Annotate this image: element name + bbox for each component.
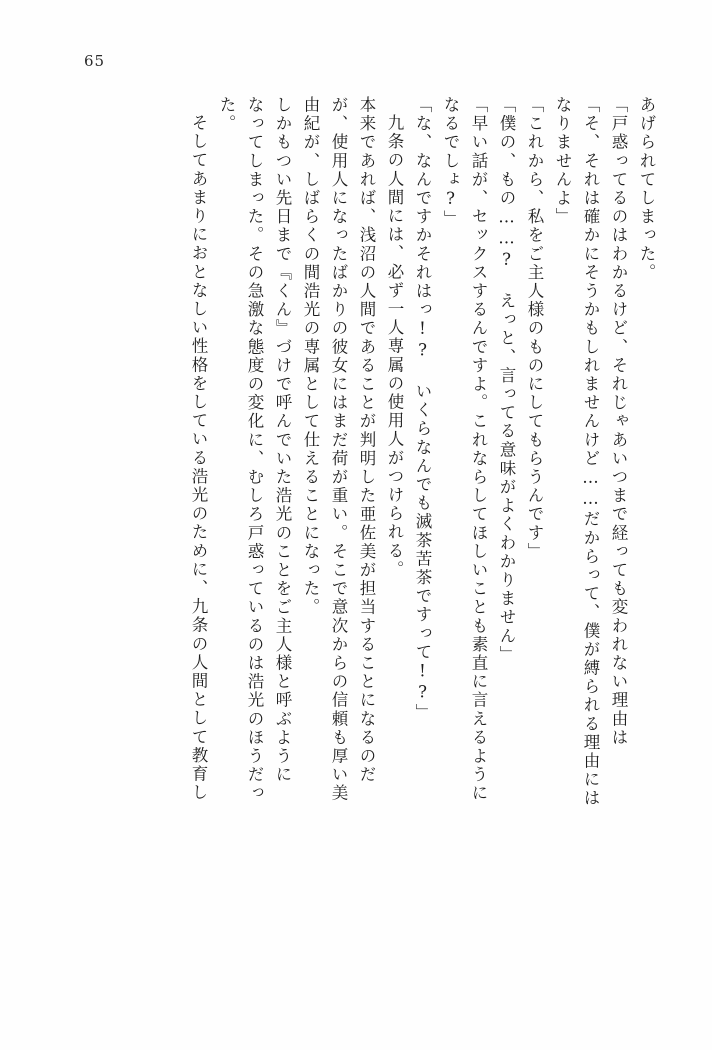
text-line: 「これから、私をご主人様のものにしてもらうんです」: [525, 96, 544, 561]
text-line: しかもつい先日まで『くん』づけで呼んでいた浩光のことをご主人様と呼ぶように: [273, 96, 292, 785]
text-line: そしてあまりにおとなしい性格をしている浩光のために、九条の人間として教育し: [189, 114, 208, 803]
text-line: 本来であれば、浅沼の人間であることが判明した亜佐美が担当することになるのだ: [357, 96, 376, 785]
text-line: 「そ、それは確かにそうかもしれませんけど……だからって、僕が縛られる理由には: [581, 96, 600, 808]
text-line: なりませんよ」: [553, 96, 572, 227]
text-line: あげられてしまった。: [637, 96, 656, 282]
text-line: 「な、なんですかそれはっ!? いくらなんでも滅茶苦茶ですって!?」: [413, 96, 432, 723]
text-line: 「僕の、もの……? えっと、言ってる意味がよくわかりません」: [497, 96, 516, 664]
text-line: なってしまった。その急激な態度の変化に、むしろ戸惑っているのは浩光のほうだっ: [245, 96, 264, 803]
page-number: 65: [84, 52, 106, 70]
text-line: が、使用人になったばかりの彼女にはまだ荷が重い。そこで意次からの信頼も厚い美: [329, 96, 348, 803]
text-line: なるでしょ?」: [441, 96, 460, 229]
text-line: 由紀が、しばらくの間浩光の専属として仕えることになった。: [301, 96, 320, 617]
text-line: 「早い話が、セックスするんですよ。これならしてほしいことも素直に言えるように: [469, 96, 488, 803]
text-line: 「戸惑ってるのはわかるけど、それじゃあいつまで経っても変われない理由は: [609, 96, 628, 747]
text-line: 九条の人間には、必ず一人専属の使用人がつけられる。: [385, 114, 404, 579]
text-line: た。: [217, 96, 236, 134]
vertical-text-body: [48, 96, 660, 1008]
